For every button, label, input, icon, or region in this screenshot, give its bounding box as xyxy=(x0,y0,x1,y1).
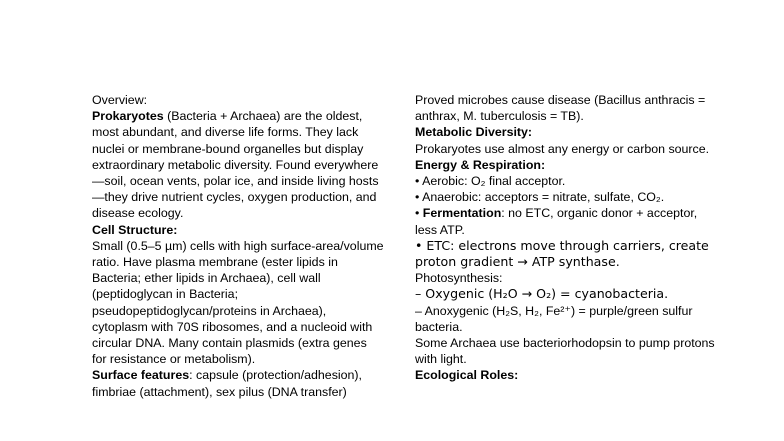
cell-structure-heading: Cell Structure: xyxy=(92,222,178,237)
archaea-paragraph: Some Archaea use bacteriorhodopsin to pump protons with light. xyxy=(415,336,715,367)
left-column xyxy=(92,92,384,400)
fermentation-text: : no ETC, organic donor + acceptor, less ATP. xyxy=(415,206,698,237)
anaerobic-bullet: • Anaerobic: acceptors = nitrate, sulfate, CO₂. xyxy=(415,190,665,205)
surface-features-term: Surface features xyxy=(92,368,190,383)
fermentation-bullet-mark: • xyxy=(415,206,423,221)
fermentation-bullet xyxy=(415,205,715,237)
energy-respiration-heading: Energy & Respiration: xyxy=(415,157,546,172)
photosynthesis-label: Photosynthesis: xyxy=(415,271,503,286)
anoxygenic-line: – Anoxygenic (H₂S, H₂, Fe²⁺) = purple/green sulfur bacteria. xyxy=(415,303,693,334)
oxygenic-line: – Oxygenic (H₂O → O₂) = cyanobacteria. xyxy=(415,286,669,302)
cell-structure-paragraph: Small (0.5–5 µm) cells with high surface-area/volume ratio. Have plasma membrane (ester lipids in Bacteria; ether lipids in Archaea), cell wall (peptidoglycan in Bacteria; pseudopeptidoglycan/proteins in Archaea), cytoplasm with 70S ribosomes, and a nucleoid with circular DNA. Many contain plasmids (extra genes for resistance or metabolism). xyxy=(92,238,384,367)
surface-features-paragraph xyxy=(92,367,384,399)
overview-term: Prokaryotes xyxy=(92,109,164,124)
overview-paragraph xyxy=(92,108,384,221)
metabolic-diversity-heading: Metabolic Diversity: xyxy=(415,125,533,140)
overview-text: (Bacteria + Archaea) are the oldest, most abundant, and diverse life forms. They lack nuclei or membrane-bound organelles but display extraordinary metabolic diversity. Found everywhere—soil, ocean vents, polar ice, and inside living hosts—they drive nutrient cycles, oxygen production, and disease ecology. xyxy=(92,109,379,221)
fermentation-term: Fermentation xyxy=(422,206,502,221)
surface-features-text: : capsule (protection/adhesion), fimbriae (attachment), sex pilus (DNA transfer) xyxy=(92,368,362,399)
koch-paragraph: Proved microbes cause disease (Bacillus anthracis = anthrax, M. tuberculosis = TB). xyxy=(415,93,706,124)
aerobic-bullet: • Aerobic: O₂ final acceptor. xyxy=(415,174,566,189)
metabolic-diversity-paragraph: Prokaryotes use almost any energy or carbon source. xyxy=(415,141,710,156)
ecological-roles-heading: Ecological Roles: xyxy=(415,368,519,383)
etc-bullet: • ETC: electrons move through carriers, create proton gradient → ATP synthase. xyxy=(415,237,709,270)
right-column xyxy=(415,92,715,384)
overview-label: Overview: xyxy=(92,93,148,107)
